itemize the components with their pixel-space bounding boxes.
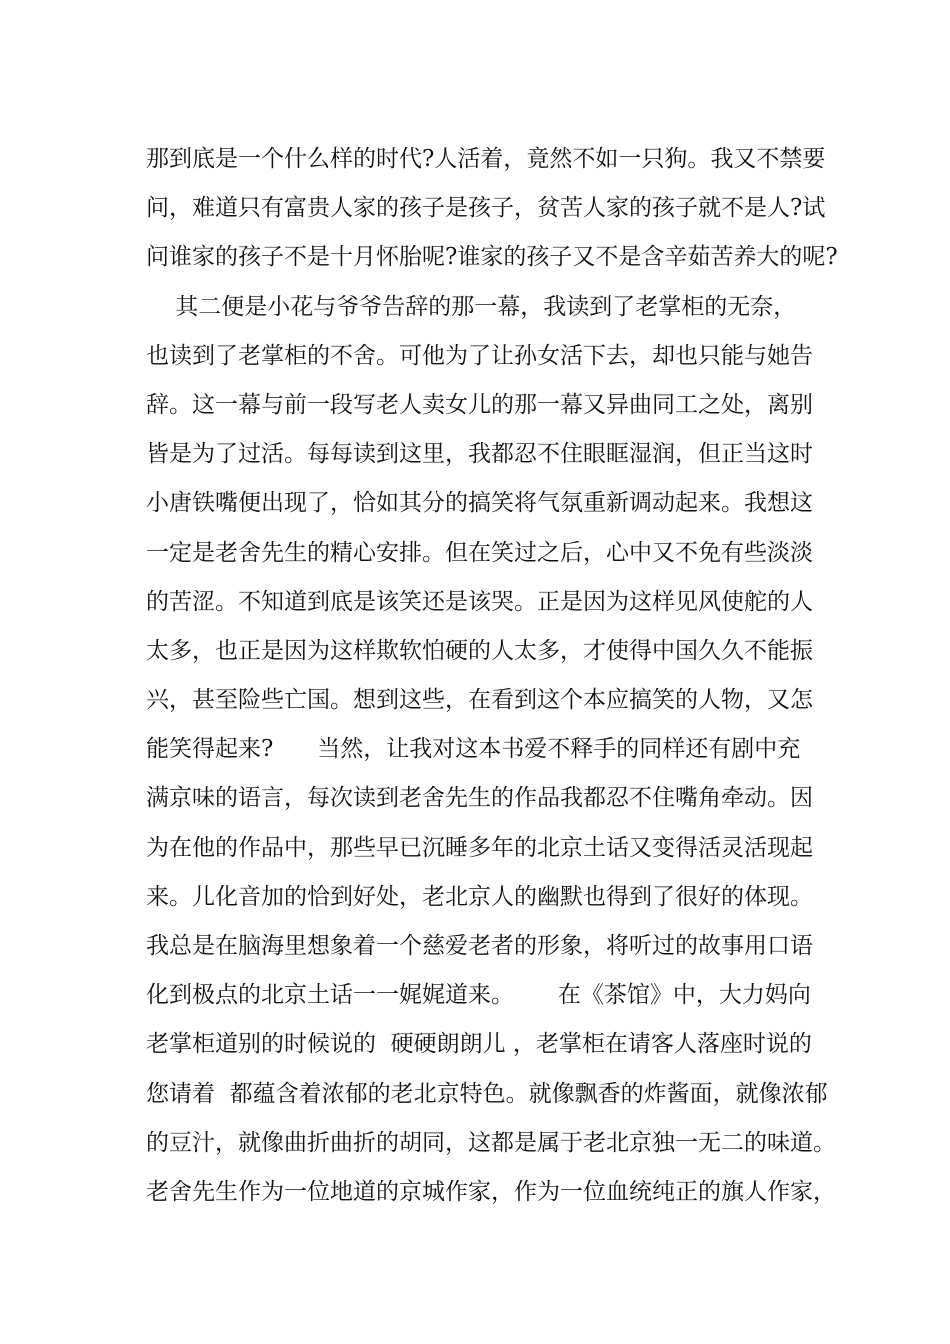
text-line: 兴，甚至险些亡国。想到这些，在看到这个本应搞笑的人物，又怎: [146, 687, 813, 714]
text-line: 辞。这一幕与前一段写老人卖女儿的那一幕又异曲同工之处，离别: [146, 391, 813, 418]
text-line: 小唐铁嘴便出现了，恰如其分的搞笑将气氛重新调动起来。我想这: [146, 490, 813, 517]
text-line: 问谁家的孩子不是十月怀胎呢?谁家的孩子又不是含辛茹苦养大的呢?: [146, 244, 838, 271]
text-line: 为在他的作品中，那些早已沉睡多年的北京土话又变得活灵活现起: [146, 834, 813, 861]
text-line: 您请着 都蕴含着浓郁的老北京特色。就像飘香的炸酱面，就像浓郁: [146, 1080, 828, 1107]
text-line: 我总是在脑海里想象着一个慈爱老者的形象，将听过的故事用口语: [146, 933, 813, 959]
text-line: 化到极点的北京土话一一娓娓道来。 在《茶馆》中，大力妈向: [146, 982, 811, 1009]
text-line: 老掌柜道别的时候说的 硬硬朗朗儿 ，老掌柜在请客人落座时说的: [146, 1031, 812, 1058]
body-text: [146, 135, 836, 1217]
text-line: 的豆汁，就像曲折曲折的胡同，这都是属于老北京独一无二的味道。: [146, 1129, 836, 1156]
text-line: 皆是为了过活。每每读到这里，我都忍不住眼眶湿润，但正当这时: [146, 441, 813, 468]
text-line: 那到底是一个什么样的时代?人活着，竟然不如一只狗。我又不禁要: [146, 146, 826, 172]
text-line: 太多，也正是因为这样欺软怕硬的人太多，才使得中国久久不能振: [146, 637, 813, 664]
text-line: 也读到了老掌柜的不舍。可他为了让孙女活下去，却也只能与她告: [146, 342, 813, 369]
text-line: 其二便是小花与爷爷告辞的那一幕，我读到了老掌柜的无奈，: [146, 293, 797, 320]
text-line: 来。儿化音加的恰到好处，老北京人的幽默也得到了很好的体现。: [146, 883, 813, 910]
text-line: 的苦涩。不知道到底是该笑还是该哭。正是因为这样见风使舵的人: [146, 588, 813, 615]
text-line: 问，难道只有富贵人家的孩子是孩子，贫苦人家的孩子就不是人?试: [146, 195, 826, 222]
text-line: 老舍先生作为一位地道的京城作家，作为一位血统纯正的旗人作家，: [146, 1178, 836, 1205]
text-line: 满京味的语言，每次读到老舍先生的作品我都忍不住嘴角牵动。因: [146, 785, 813, 812]
text-line: 能笑得起来? 当然，让我对这本书爱不释手的同样还有剧中充: [146, 736, 801, 763]
text-line: 一定是老舍先生的精心安排。但在笑过之后，心中又不免有些淡淡: [146, 539, 813, 566]
